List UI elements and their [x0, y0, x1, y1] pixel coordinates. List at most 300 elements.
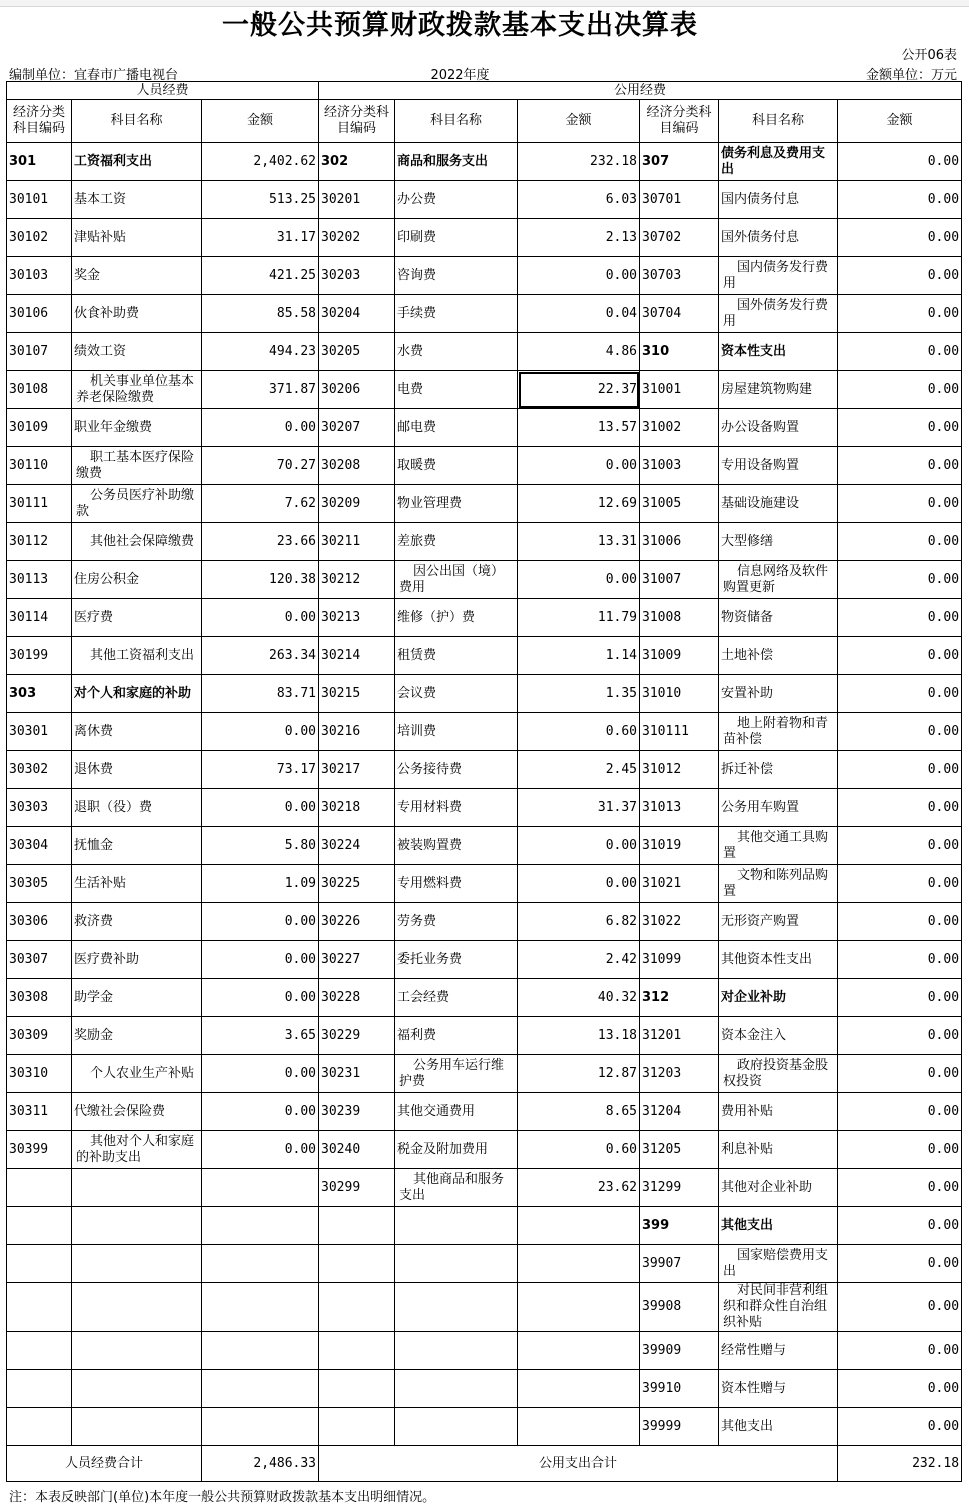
name-cell[interactable]: [395, 1332, 518, 1370]
code-cell[interactable]: 30225: [319, 865, 395, 903]
amount-cell[interactable]: 0.00: [202, 1093, 319, 1131]
name-cell[interactable]: 邮电费: [395, 409, 518, 447]
code-cell[interactable]: 31005: [640, 485, 719, 523]
amount-cell[interactable]: 0.00: [518, 257, 640, 295]
name-cell[interactable]: 奖励金: [72, 1017, 202, 1055]
amount-cell[interactable]: 0.00: [518, 865, 640, 903]
amount-cell[interactable]: [518, 1207, 640, 1245]
amount-cell[interactable]: 6.03: [518, 181, 640, 219]
code-cell[interactable]: 30103: [7, 257, 72, 295]
amount-cell[interactable]: 0.00: [838, 1055, 962, 1093]
name-cell[interactable]: 差旅费: [395, 523, 518, 561]
amount-cell[interactable]: 0.00: [838, 713, 962, 751]
amount-cell[interactable]: 8.65: [518, 1093, 640, 1131]
name-cell[interactable]: [395, 1283, 518, 1332]
code-cell[interactable]: 30212: [319, 561, 395, 599]
amount-cell[interactable]: 0.60: [518, 713, 640, 751]
name-cell[interactable]: 其他支出: [719, 1207, 838, 1245]
amount-cell[interactable]: 0.00: [838, 789, 962, 827]
code-cell[interactable]: 31010: [640, 675, 719, 713]
code-cell[interactable]: 30311: [7, 1093, 72, 1131]
name-header[interactable]: 科目名称: [72, 100, 202, 143]
name-cell[interactable]: 其他资本性支出: [719, 941, 838, 979]
code-cell[interactable]: 399: [640, 1207, 719, 1245]
name-cell[interactable]: 无形资产购置: [719, 903, 838, 941]
amount-cell[interactable]: 263.34: [202, 637, 319, 675]
name-cell[interactable]: 其他支出: [719, 1408, 838, 1446]
name-cell[interactable]: [395, 1370, 518, 1408]
code-cell[interactable]: 30199: [7, 637, 72, 675]
code-cell[interactable]: 39909: [640, 1332, 719, 1370]
amount-cell[interactable]: 13.18: [518, 1017, 640, 1055]
name-cell[interactable]: 税金及附加费用: [395, 1131, 518, 1169]
name-cell[interactable]: 伙食补助费: [72, 295, 202, 333]
amount-cell[interactable]: 2,402.62: [202, 143, 319, 181]
code-cell[interactable]: 31203: [640, 1055, 719, 1093]
name-cell[interactable]: 利息补贴: [719, 1131, 838, 1169]
code-cell[interactable]: [319, 1370, 395, 1408]
personnel-group-header[interactable]: 人员经费: [7, 82, 319, 100]
amount-cell[interactable]: 0.00: [838, 1283, 962, 1332]
name-cell[interactable]: 取暖费: [395, 447, 518, 485]
code-cell[interactable]: 30304: [7, 827, 72, 865]
name-cell[interactable]: [72, 1245, 202, 1283]
amount-cell[interactable]: 371.87: [202, 371, 319, 409]
code-cell[interactable]: [7, 1283, 72, 1332]
code-cell[interactable]: 30217: [319, 751, 395, 789]
code-cell[interactable]: 31204: [640, 1093, 719, 1131]
code-cell[interactable]: 30208: [319, 447, 395, 485]
code-cell[interactable]: 30299: [319, 1169, 395, 1207]
name-cell[interactable]: 被装购置费: [395, 827, 518, 865]
amount-cell[interactable]: 40.32: [518, 979, 640, 1017]
code-cell[interactable]: 30110: [7, 447, 72, 485]
name-cell[interactable]: 国内债务付息: [719, 181, 838, 219]
code-cell[interactable]: 30229: [319, 1017, 395, 1055]
name-cell[interactable]: 资本性支出: [719, 333, 838, 371]
code-cell[interactable]: 30113: [7, 561, 72, 599]
name-cell[interactable]: 政府投资基金股权投资: [719, 1055, 838, 1093]
code-cell[interactable]: 30227: [319, 941, 395, 979]
code-cell[interactable]: 30101: [7, 181, 72, 219]
code-header[interactable]: 经济分类科目编码: [319, 100, 395, 143]
code-cell[interactable]: 30701: [640, 181, 719, 219]
name-cell[interactable]: 津贴补贴: [72, 219, 202, 257]
amount-cell[interactable]: [518, 1370, 640, 1408]
amount-cell[interactable]: 0.00: [838, 1093, 962, 1131]
amount-cell[interactable]: 0.00: [518, 561, 640, 599]
name-cell[interactable]: 资本性赠与: [719, 1370, 838, 1408]
name-cell[interactable]: 对企业补助: [719, 979, 838, 1017]
code-cell[interactable]: 30203: [319, 257, 395, 295]
code-cell[interactable]: 30114: [7, 599, 72, 637]
code-cell[interactable]: 31003: [640, 447, 719, 485]
amount-header[interactable]: 金额: [518, 100, 640, 143]
name-cell[interactable]: 医疗费补助: [72, 941, 202, 979]
name-cell[interactable]: 资本金注入: [719, 1017, 838, 1055]
code-cell[interactable]: 31299: [640, 1169, 719, 1207]
code-cell[interactable]: 31201: [640, 1017, 719, 1055]
amount-cell[interactable]: 513.25: [202, 181, 319, 219]
name-cell[interactable]: 公务用车运行维护费: [395, 1055, 518, 1093]
amount-cell[interactable]: 0.00: [838, 1169, 962, 1207]
code-cell[interactable]: 31022: [640, 903, 719, 941]
amount-cell[interactable]: 31.37: [518, 789, 640, 827]
amount-cell[interactable]: 0.00: [838, 333, 962, 371]
amount-cell[interactable]: 0.00: [838, 675, 962, 713]
name-cell[interactable]: 其他社会保障缴费: [72, 523, 202, 561]
code-cell[interactable]: 31007: [640, 561, 719, 599]
amount-cell[interactable]: 0.04: [518, 295, 640, 333]
code-cell[interactable]: 30303: [7, 789, 72, 827]
amount-cell[interactable]: 0.00: [838, 561, 962, 599]
name-cell[interactable]: 拆迁补偿: [719, 751, 838, 789]
amount-cell[interactable]: 0.00: [518, 827, 640, 865]
code-cell[interactable]: 30218: [319, 789, 395, 827]
code-cell[interactable]: 31013: [640, 789, 719, 827]
name-cell[interactable]: 其他交通费用: [395, 1093, 518, 1131]
name-cell[interactable]: 公务接待费: [395, 751, 518, 789]
amount-cell[interactable]: 22.37: [518, 371, 640, 409]
amount-cell[interactable]: 12.69: [518, 485, 640, 523]
code-cell[interactable]: 30109: [7, 409, 72, 447]
name-cell[interactable]: 职工基本医疗保险缴费: [72, 447, 202, 485]
code-cell[interactable]: 30111: [7, 485, 72, 523]
code-cell[interactable]: [7, 1332, 72, 1370]
amount-cell[interactable]: 0.00: [838, 1370, 962, 1408]
code-cell[interactable]: [319, 1245, 395, 1283]
amount-cell[interactable]: 0.00: [838, 903, 962, 941]
code-cell[interactable]: 30209: [319, 485, 395, 523]
name-cell[interactable]: 基础设施建设: [719, 485, 838, 523]
name-cell[interactable]: 商品和服务支出: [395, 143, 518, 181]
name-cell[interactable]: [72, 1283, 202, 1332]
amount-cell[interactable]: 0.00: [202, 409, 319, 447]
amount-cell[interactable]: 85.58: [202, 295, 319, 333]
amount-cell[interactable]: [202, 1408, 319, 1446]
name-cell[interactable]: 福利费: [395, 1017, 518, 1055]
amount-cell[interactable]: 0.00: [838, 447, 962, 485]
code-cell[interactable]: 30204: [319, 295, 395, 333]
public-total-label[interactable]: 公用支出合计: [319, 1446, 838, 1482]
code-cell[interactable]: 312: [640, 979, 719, 1017]
code-cell[interactable]: 30309: [7, 1017, 72, 1055]
code-cell[interactable]: 30704: [640, 295, 719, 333]
code-cell[interactable]: 31009: [640, 637, 719, 675]
amount-cell[interactable]: 0.00: [838, 1207, 962, 1245]
amount-cell[interactable]: 0.00: [838, 219, 962, 257]
name-cell[interactable]: 专用材料费: [395, 789, 518, 827]
amount-cell[interactable]: 0.00: [838, 979, 962, 1017]
code-cell[interactable]: 30112: [7, 523, 72, 561]
amount-cell[interactable]: [202, 1245, 319, 1283]
name-cell[interactable]: 专用燃料费: [395, 865, 518, 903]
amount-cell[interactable]: 70.27: [202, 447, 319, 485]
name-cell[interactable]: 地上附着物和青苗补偿: [719, 713, 838, 751]
name-cell[interactable]: 电费: [395, 371, 518, 409]
name-cell[interactable]: 机关事业单位基本养老保险缴费: [72, 371, 202, 409]
code-cell[interactable]: 30224: [319, 827, 395, 865]
amount-cell[interactable]: [202, 1332, 319, 1370]
name-cell[interactable]: 工会经费: [395, 979, 518, 1017]
amount-cell[interactable]: 0.00: [838, 1245, 962, 1283]
code-cell[interactable]: 30213: [319, 599, 395, 637]
name-cell[interactable]: 公务用车购置: [719, 789, 838, 827]
name-cell[interactable]: [72, 1408, 202, 1446]
code-cell[interactable]: 30399: [7, 1131, 72, 1169]
name-cell[interactable]: 办公设备购置: [719, 409, 838, 447]
code-cell[interactable]: 30301: [7, 713, 72, 751]
code-cell[interactable]: 302: [319, 143, 395, 181]
amount-cell[interactable]: 0.00: [838, 941, 962, 979]
amount-cell[interactable]: 494.23: [202, 333, 319, 371]
code-cell[interactable]: 39907: [640, 1245, 719, 1283]
name-cell[interactable]: 债务利息及费用支出: [719, 143, 838, 181]
amount-cell[interactable]: 4.86: [518, 333, 640, 371]
code-cell[interactable]: 30108: [7, 371, 72, 409]
amount-header[interactable]: 金额: [838, 100, 962, 143]
name-cell[interactable]: 物资储备: [719, 599, 838, 637]
code-cell[interactable]: 30239: [319, 1093, 395, 1131]
name-cell[interactable]: 劳务费: [395, 903, 518, 941]
name-cell[interactable]: 退休费: [72, 751, 202, 789]
amount-cell[interactable]: 0.00: [838, 409, 962, 447]
amount-cell[interactable]: [518, 1245, 640, 1283]
name-cell[interactable]: 职业年金缴费: [72, 409, 202, 447]
code-cell[interactable]: 30214: [319, 637, 395, 675]
code-cell[interactable]: 31002: [640, 409, 719, 447]
code-cell[interactable]: 30226: [319, 903, 395, 941]
amount-cell[interactable]: 2.13: [518, 219, 640, 257]
personnel-total-label[interactable]: 人员经费合计: [7, 1446, 202, 1482]
code-cell[interactable]: 30207: [319, 409, 395, 447]
amount-cell[interactable]: [518, 1408, 640, 1446]
amount-cell[interactable]: 0.00: [838, 599, 962, 637]
public-total-amount[interactable]: 232.18: [838, 1446, 962, 1482]
name-cell[interactable]: 经常性赠与: [719, 1332, 838, 1370]
code-cell[interactable]: 30215: [319, 675, 395, 713]
name-cell[interactable]: 抚恤金: [72, 827, 202, 865]
amount-cell[interactable]: 0.00: [202, 1131, 319, 1169]
name-cell[interactable]: 印刷费: [395, 219, 518, 257]
name-cell[interactable]: 工资福利支出: [72, 143, 202, 181]
code-cell[interactable]: 303: [7, 675, 72, 713]
name-cell[interactable]: [72, 1169, 202, 1207]
amount-cell[interactable]: 0.00: [838, 143, 962, 181]
name-cell[interactable]: 因公出国（境）费用: [395, 561, 518, 599]
name-header[interactable]: 科目名称: [395, 100, 518, 143]
name-cell[interactable]: 其他对企业补助: [719, 1169, 838, 1207]
code-cell[interactable]: [7, 1408, 72, 1446]
amount-cell[interactable]: 3.65: [202, 1017, 319, 1055]
name-cell[interactable]: 对民间非营利组织和群众性自治组织补贴: [719, 1283, 838, 1332]
amount-cell[interactable]: 23.66: [202, 523, 319, 561]
code-cell[interactable]: 301: [7, 143, 72, 181]
code-cell[interactable]: 31008: [640, 599, 719, 637]
name-cell[interactable]: 代缴社会保险费: [72, 1093, 202, 1131]
amount-cell[interactable]: 2.42: [518, 941, 640, 979]
name-cell[interactable]: 其他交通工具购置: [719, 827, 838, 865]
name-cell[interactable]: 医疗费: [72, 599, 202, 637]
code-cell[interactable]: 39910: [640, 1370, 719, 1408]
amount-cell[interactable]: 7.62: [202, 485, 319, 523]
code-cell[interactable]: 31012: [640, 751, 719, 789]
name-cell[interactable]: 国内债务发行费用: [719, 257, 838, 295]
code-cell[interactable]: 31205: [640, 1131, 719, 1169]
amount-cell[interactable]: 0.00: [202, 789, 319, 827]
amount-cell[interactable]: 13.31: [518, 523, 640, 561]
code-cell[interactable]: 30211: [319, 523, 395, 561]
name-cell[interactable]: 培训费: [395, 713, 518, 751]
code-cell[interactable]: 30240: [319, 1131, 395, 1169]
code-cell[interactable]: [319, 1207, 395, 1245]
name-cell[interactable]: 专用设备购置: [719, 447, 838, 485]
name-cell[interactable]: 办公费: [395, 181, 518, 219]
amount-cell[interactable]: 0.00: [838, 257, 962, 295]
code-cell[interactable]: 30302: [7, 751, 72, 789]
name-cell[interactable]: 国家赔偿费用支出: [719, 1245, 838, 1283]
name-cell[interactable]: 退职（役）费: [72, 789, 202, 827]
amount-header[interactable]: 金额: [202, 100, 319, 143]
code-cell[interactable]: 30702: [640, 219, 719, 257]
name-cell[interactable]: 其他对个人和家庭的补助支出: [72, 1131, 202, 1169]
amount-cell[interactable]: 0.00: [202, 713, 319, 751]
code-cell[interactable]: [7, 1207, 72, 1245]
name-cell[interactable]: 大型修缮: [719, 523, 838, 561]
amount-cell[interactable]: 0.00: [202, 1055, 319, 1093]
amount-cell[interactable]: 0.00: [838, 295, 962, 333]
code-cell[interactable]: [7, 1245, 72, 1283]
amount-cell[interactable]: 0.00: [838, 1017, 962, 1055]
amount-cell[interactable]: 0.00: [838, 751, 962, 789]
personnel-total-amount[interactable]: 2,486.33: [202, 1446, 319, 1482]
name-cell[interactable]: 租赁费: [395, 637, 518, 675]
amount-cell[interactable]: [202, 1169, 319, 1207]
amount-cell[interactable]: [202, 1283, 319, 1332]
code-cell[interactable]: [7, 1370, 72, 1408]
name-cell[interactable]: 信息网络及软件购置更新: [719, 561, 838, 599]
amount-cell[interactable]: [202, 1207, 319, 1245]
name-cell[interactable]: 咨询费: [395, 257, 518, 295]
code-cell[interactable]: 31099: [640, 941, 719, 979]
amount-cell[interactable]: 5.80: [202, 827, 319, 865]
amount-cell[interactable]: 0.60: [518, 1131, 640, 1169]
code-cell[interactable]: 30703: [640, 257, 719, 295]
amount-cell[interactable]: [518, 1283, 640, 1332]
code-cell[interactable]: 30306: [7, 903, 72, 941]
name-cell[interactable]: [72, 1370, 202, 1408]
name-cell[interactable]: 土地补偿: [719, 637, 838, 675]
name-cell[interactable]: 住房公积金: [72, 561, 202, 599]
name-cell[interactable]: 离休费: [72, 713, 202, 751]
amount-cell[interactable]: 0.00: [838, 371, 962, 409]
amount-cell[interactable]: 12.87: [518, 1055, 640, 1093]
amount-cell[interactable]: 0.00: [838, 1131, 962, 1169]
amount-cell[interactable]: 1.09: [202, 865, 319, 903]
name-cell[interactable]: 对个人和家庭的补助: [72, 675, 202, 713]
code-cell[interactable]: 31021: [640, 865, 719, 903]
name-cell[interactable]: 国外债务发行费用: [719, 295, 838, 333]
amount-cell[interactable]: 0.00: [518, 447, 640, 485]
amount-cell[interactable]: [518, 1332, 640, 1370]
code-cell[interactable]: [319, 1332, 395, 1370]
code-cell[interactable]: [319, 1283, 395, 1332]
code-cell[interactable]: 31006: [640, 523, 719, 561]
name-cell[interactable]: [72, 1332, 202, 1370]
name-cell[interactable]: [395, 1207, 518, 1245]
name-cell[interactable]: 文物和陈列品购置: [719, 865, 838, 903]
code-cell[interactable]: 39999: [640, 1408, 719, 1446]
amount-cell[interactable]: 13.57: [518, 409, 640, 447]
name-cell[interactable]: 个人农业生产补贴: [72, 1055, 202, 1093]
amount-cell[interactable]: 2.45: [518, 751, 640, 789]
code-cell[interactable]: 30231: [319, 1055, 395, 1093]
amount-cell[interactable]: 0.00: [838, 181, 962, 219]
code-cell[interactable]: 30228: [319, 979, 395, 1017]
name-cell[interactable]: 费用补贴: [719, 1093, 838, 1131]
code-cell[interactable]: 30106: [7, 295, 72, 333]
code-cell[interactable]: 31019: [640, 827, 719, 865]
code-cell[interactable]: 307: [640, 143, 719, 181]
amount-cell[interactable]: 421.25: [202, 257, 319, 295]
code-cell[interactable]: 30307: [7, 941, 72, 979]
code-cell[interactable]: 39908: [640, 1283, 719, 1332]
name-cell[interactable]: 助学金: [72, 979, 202, 1017]
name-cell[interactable]: 维修（护）费: [395, 599, 518, 637]
amount-cell[interactable]: 0.00: [838, 637, 962, 675]
amount-cell[interactable]: 31.17: [202, 219, 319, 257]
amount-cell[interactable]: 0.00: [202, 599, 319, 637]
amount-cell[interactable]: 23.62: [518, 1169, 640, 1207]
amount-cell[interactable]: 0.00: [202, 979, 319, 1017]
name-cell[interactable]: [395, 1408, 518, 1446]
amount-cell[interactable]: 6.82: [518, 903, 640, 941]
name-cell[interactable]: 房屋建筑物购建: [719, 371, 838, 409]
amount-cell[interactable]: 232.18: [518, 143, 640, 181]
code-cell[interactable]: 30201: [319, 181, 395, 219]
name-cell[interactable]: 国外债务付息: [719, 219, 838, 257]
name-cell[interactable]: 会议费: [395, 675, 518, 713]
code-cell[interactable]: 31001: [640, 371, 719, 409]
code-cell[interactable]: [7, 1169, 72, 1207]
name-cell[interactable]: 其他商品和服务支出: [395, 1169, 518, 1207]
amount-cell[interactable]: 0.00: [838, 1332, 962, 1370]
amount-cell[interactable]: 0.00: [838, 827, 962, 865]
code-cell[interactable]: 30216: [319, 713, 395, 751]
name-cell[interactable]: 水费: [395, 333, 518, 371]
amount-cell[interactable]: 0.00: [838, 1408, 962, 1446]
name-cell[interactable]: 手续费: [395, 295, 518, 333]
code-cell[interactable]: 30202: [319, 219, 395, 257]
code-cell[interactable]: 30305: [7, 865, 72, 903]
name-cell[interactable]: 公务员医疗补助缴款: [72, 485, 202, 523]
name-cell[interactable]: 基本工资: [72, 181, 202, 219]
code-cell[interactable]: 30102: [7, 219, 72, 257]
name-cell[interactable]: 其他工资福利支出: [72, 637, 202, 675]
code-cell[interactable]: [319, 1408, 395, 1446]
code-cell[interactable]: 310111: [640, 713, 719, 751]
code-cell[interactable]: 30310: [7, 1055, 72, 1093]
code-cell[interactable]: 30308: [7, 979, 72, 1017]
amount-cell[interactable]: 0.00: [202, 941, 319, 979]
amount-cell[interactable]: 11.79: [518, 599, 640, 637]
amount-cell[interactable]: 73.17: [202, 751, 319, 789]
amount-cell[interactable]: 0.00: [838, 865, 962, 903]
code-header[interactable]: 经济分类科目编码: [640, 100, 719, 143]
name-cell[interactable]: 安置补助: [719, 675, 838, 713]
amount-cell[interactable]: 120.38: [202, 561, 319, 599]
name-cell[interactable]: [72, 1207, 202, 1245]
